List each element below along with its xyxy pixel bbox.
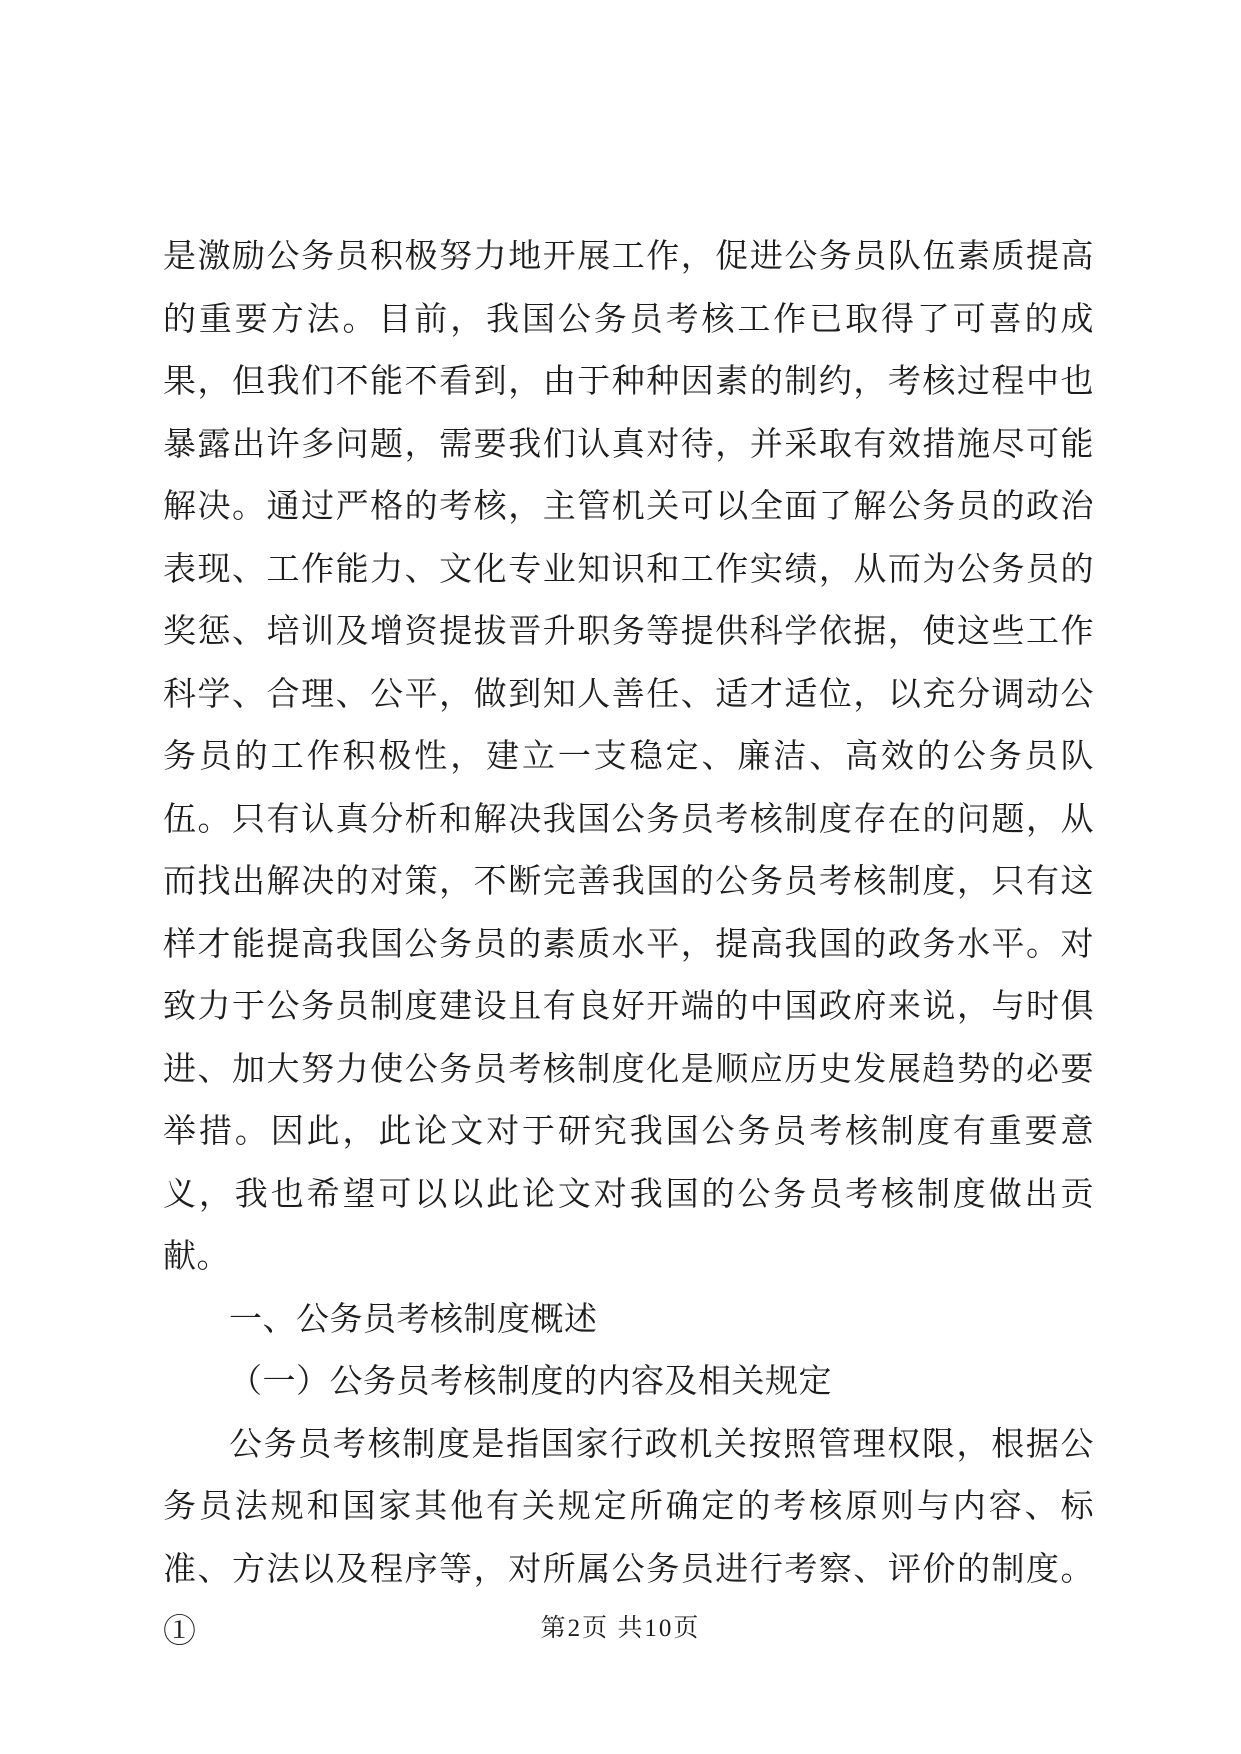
section-heading-level1: 一、公务员考核制度概述 — [229, 1301, 598, 1338]
paragraph-definition: 公务员考核制度是指国家行政机关按照管理权限，根据公务员法规和国家其他有关规定所确定的考核原则与内容、标准、方法以及程序等，对所属公务员进行考察、评价的制度。① — [163, 1426, 1094, 1650]
page-footer: 第2页 共10页 — [540, 1615, 701, 1642]
paragraph-continuation: 是激励公务员积极努力地开展工作，促进公务员队伍素质提高的重要方法。目前，我国公务员考核工作已取得了可喜的成果，但我们不能不看到，由于种种因素的制约，考核过程中也暴露出许多问题，需要我们认真对待，并采取有效措施尽可能解决。通过严格的考核，主管机关可以全面了解公务员的政治表现、工作能力、文化专业知识和工作实绩，从而为公务员的奖惩、培训及增资提拔晋升职务等提供科学依据，使这些工作科学、合理、公平，做到知人善任、适才适位，以充分调动公务员的工作积极性，建立一支稳定、廉洁、高效的公务员队伍。只有认真分析和解决我国公务员考核制度存在的问题，从而找出解决的对策，不断完善我国的公务员考核制度，只有这样才能提高我国公务员的素质水平，提高我国的政务水平。对致力于公务员制度建设且有良好开端的中国政府来说，与时俱进、加大努力使公务员考核制度化是顺应历史发展趋势的必要举措。因此，此论文对于研究我国公务员考核制度有重要意义，我也希望可以以此论文对我国的公务员考核制度做出贡献。 — [163, 239, 1094, 1275]
section-heading-level2: （一）公务员考核制度的内容及相关规定 — [229, 1364, 832, 1400]
document-body — [163, 226, 1094, 1664]
